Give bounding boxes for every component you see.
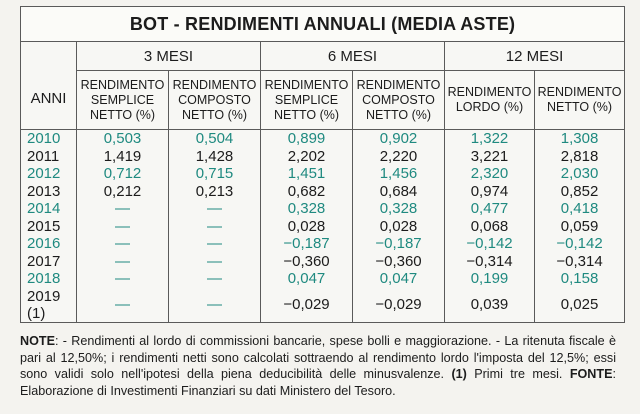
value-cell: —: [77, 288, 169, 323]
table-row: [21, 270, 625, 288]
table-row: [21, 165, 625, 183]
year-cell: 2010: [21, 130, 77, 148]
year-cell: 2012: [21, 165, 77, 183]
note-text: : - Rendimenti al lordo di commissioni bancarie, spese bolli e maggiorazione. - La ritenuta fiscale è pari al 12,50%; i rendimenti netti sono calcolati sottraendo al rendimento lordo l'imposta del 12,5%; essi sono validi solo nell'ipotesi della piena deducibilità delle minusvalenze.: [20, 334, 616, 381]
value-cell: 0,213: [169, 183, 261, 201]
subheader-6m-composto: RENDIMENTO COMPOSTO NETTO (%): [353, 71, 445, 130]
value-cell: —: [77, 270, 169, 288]
year-cell: 2016: [21, 235, 77, 253]
value-cell: 0,039: [445, 288, 535, 323]
value-cell: 1,322: [445, 130, 535, 148]
value-cell: 0,503: [77, 130, 169, 148]
value-cell: —: [77, 235, 169, 253]
value-cell: 0,902: [353, 130, 445, 148]
value-cell: −0,314: [535, 253, 625, 271]
value-cell: −0,314: [445, 253, 535, 271]
note-ref: (1): [451, 367, 467, 381]
value-cell: 0,974: [445, 183, 535, 201]
year-cell: 2019 (1): [21, 288, 77, 323]
group-12-mesi: 12 MESI: [445, 42, 625, 71]
value-cell: 0,028: [261, 218, 353, 236]
value-cell: −0,187: [353, 235, 445, 253]
table-row: [21, 200, 625, 218]
value-cell: 0,712: [77, 165, 169, 183]
value-cell: 0,028: [353, 218, 445, 236]
value-cell: —: [169, 253, 261, 271]
table-title: BOT - RENDIMENTI ANNUALI (MEDIA ASTE): [21, 7, 625, 42]
table-row: [21, 288, 625, 323]
value-cell: 2,818: [535, 148, 625, 166]
value-cell: −0,360: [261, 253, 353, 271]
value-cell: 2,320: [445, 165, 535, 183]
table-row: [21, 235, 625, 253]
table-row: [21, 218, 625, 236]
subheader-12m-netto: RENDIMENTO NETTO (%): [535, 71, 625, 130]
value-cell: 0,682: [261, 183, 353, 201]
value-cell: 0,047: [261, 270, 353, 288]
value-cell: 0,059: [535, 218, 625, 236]
value-cell: 0,328: [261, 200, 353, 218]
note-label: NOTE: [20, 334, 55, 348]
value-cell: 2,220: [353, 148, 445, 166]
subheader-3m-semplice: RENDIMENTO SEMPLICE NETTO (%): [77, 71, 169, 130]
value-cell: —: [169, 288, 261, 323]
value-cell: —: [169, 270, 261, 288]
group-6-mesi: 6 MESI: [261, 42, 445, 71]
value-cell: 1,456: [353, 165, 445, 183]
table-row: [21, 130, 625, 148]
bot-yield-table: [20, 6, 625, 323]
subheader-3m-composto: RENDIMENTO COMPOSTO NETTO (%): [169, 71, 261, 130]
header-anni-label: ANNI: [30, 90, 67, 107]
value-cell: 0,852: [535, 183, 625, 201]
value-cell: 2,202: [261, 148, 353, 166]
value-cell: 0,068: [445, 218, 535, 236]
year-cell: 2017: [21, 253, 77, 271]
group-3-mesi: 3 MESI: [77, 42, 261, 71]
value-cell: −0,360: [353, 253, 445, 271]
value-cell: 3,221: [445, 148, 535, 166]
subheader-12m-lordo: RENDIMENTO LORDO (%): [445, 71, 535, 130]
value-cell: 0,328: [353, 200, 445, 218]
value-cell: −0,187: [261, 235, 353, 253]
value-cell: −0,142: [535, 235, 625, 253]
value-cell: 2,030: [535, 165, 625, 183]
source-label: FONTE: [569, 367, 613, 381]
value-cell: 0,158: [535, 270, 625, 288]
value-cell: 0,684: [353, 183, 445, 201]
year-cell: 2015: [21, 218, 77, 236]
value-cell: 0,477: [445, 200, 535, 218]
table-row: [21, 253, 625, 271]
value-cell: −0,029: [353, 288, 445, 323]
value-cell: —: [77, 218, 169, 236]
value-cell: —: [77, 200, 169, 218]
value-cell: —: [169, 235, 261, 253]
value-cell: −0,142: [445, 235, 535, 253]
table-row: [21, 148, 625, 166]
value-cell: —: [169, 218, 261, 236]
value-cell: —: [169, 200, 261, 218]
value-cell: 1,308: [535, 130, 625, 148]
table-body: [21, 130, 625, 323]
year-cell: 2014: [21, 200, 77, 218]
year-cell: 2013: [21, 183, 77, 201]
value-cell: 0,418: [535, 200, 625, 218]
value-cell: —: [77, 253, 169, 271]
header-anni: [21, 42, 77, 130]
subheader-6m-semplice: RENDIMENTO SEMPLICE NETTO (%): [261, 71, 353, 130]
value-cell: 0,047: [353, 270, 445, 288]
value-cell: 1,419: [77, 148, 169, 166]
table-row: [21, 183, 625, 201]
value-cell: 1,428: [169, 148, 261, 166]
value-cell: 0,899: [261, 130, 353, 148]
value-cell: 0,504: [169, 130, 261, 148]
year-cell: 2011: [21, 148, 77, 166]
value-cell: −0,029: [261, 288, 353, 323]
value-cell: 0,212: [77, 183, 169, 201]
value-cell: 0,199: [445, 270, 535, 288]
footnote: [20, 333, 616, 399]
note-ref-text: Primi tre mesi.: [466, 367, 570, 381]
value-cell: 0,715: [169, 165, 261, 183]
value-cell: 1,451: [261, 165, 353, 183]
year-cell: 2018: [21, 270, 77, 288]
source-text: : Elaborazione di Investimenti Finanziari su dati Ministero del Tesoro.: [20, 367, 616, 398]
value-cell: 0,025: [535, 288, 625, 323]
